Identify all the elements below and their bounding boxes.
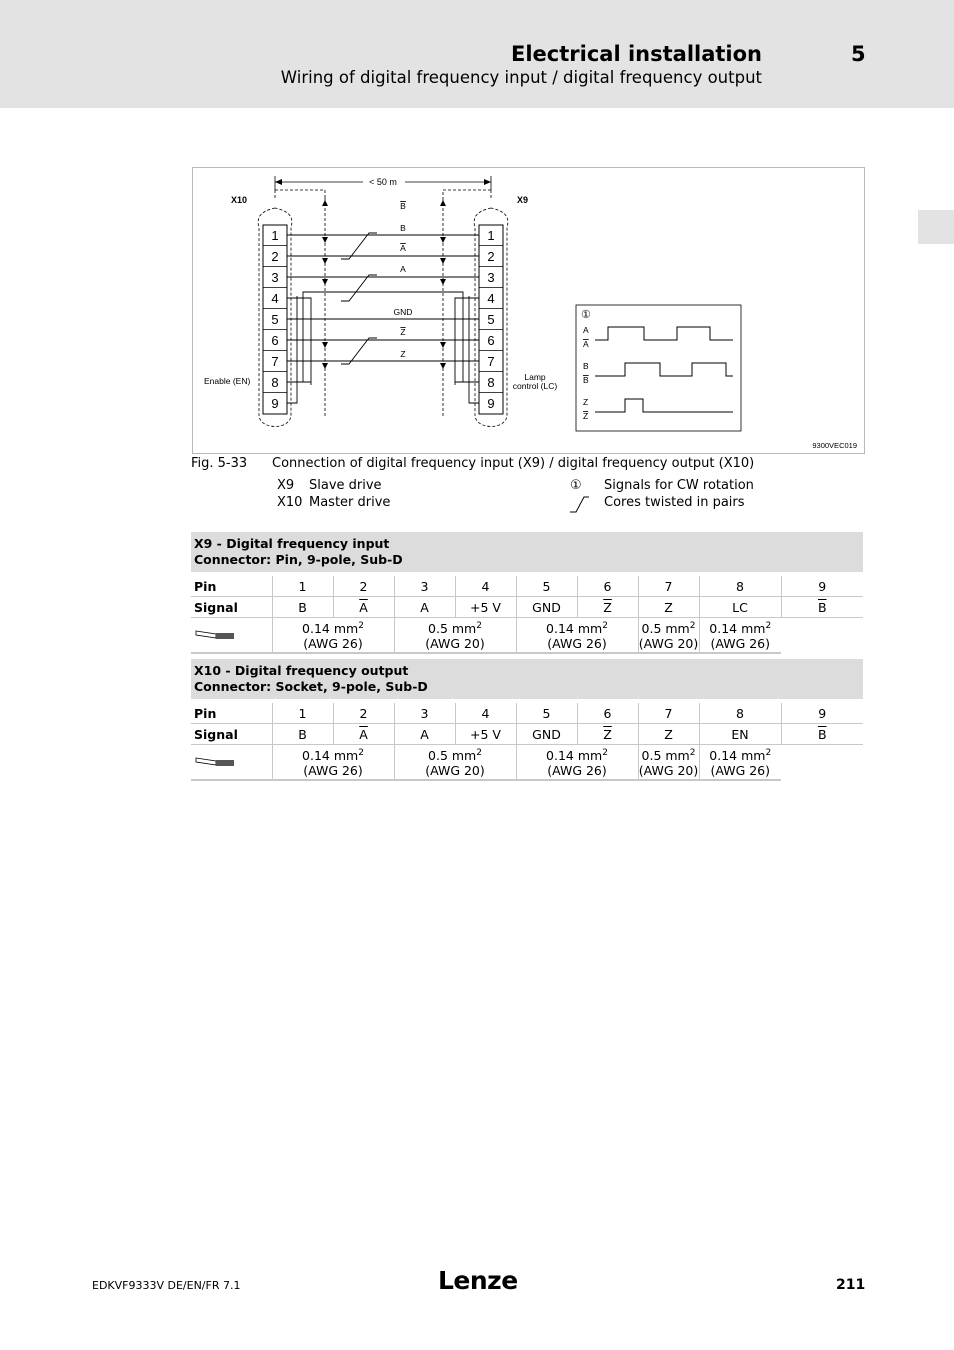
image-code: 9300VEC019 <box>812 441 857 450</box>
signal-name: A <box>583 339 589 349</box>
page-header <box>0 0 954 108</box>
x9-pin-1: 1 <box>487 228 495 243</box>
signal-cell: +5 V <box>455 597 516 618</box>
wire-label: A <box>400 264 406 274</box>
pin-cell: 8 <box>699 703 781 724</box>
cross-section-cell: 0.14 $mm^2$ (AWG 26) <box>516 745 638 781</box>
cross-section-cell: 0.5 $mm^2$ (AWG 20) <box>394 618 516 654</box>
cross-section-cell: 0.14 $mm^2$ (AWG 26) <box>272 618 394 654</box>
x9-label: X9 <box>517 195 529 205</box>
signal-cell: $\overline{B}$ <box>781 597 863 618</box>
wiring-figure <box>192 167 865 454</box>
pin-cell: 4 <box>455 703 516 724</box>
x9-table-title: X9 - Digital frequency input <box>194 536 390 551</box>
shield-arrow <box>440 200 446 206</box>
legend-text-cw: Signals for CW rotation <box>604 478 754 493</box>
x9-pin-2: 2 <box>487 249 495 264</box>
x10-table-header <box>191 659 863 699</box>
signal-cell: +5 V <box>455 724 516 745</box>
supply-wire <box>287 298 479 385</box>
cable-end-icon <box>194 627 236 641</box>
x10-pin-8: 8 <box>271 375 279 390</box>
twist-marker <box>341 338 377 364</box>
x10-pin-2: 2 <box>271 249 279 264</box>
signal-cell: LC <box>699 597 781 618</box>
pin-cell: 5 <box>516 703 577 724</box>
wire-label: GND <box>393 307 413 317</box>
signal-name: A <box>583 325 589 335</box>
x9-pin-7: 7 <box>487 354 495 369</box>
shield-arrow <box>440 279 446 285</box>
pin-cell: 4 <box>455 576 516 597</box>
shield-arrow <box>322 279 328 285</box>
pin-cell: 8 <box>699 576 781 597</box>
x10-pin-5: 5 <box>271 312 279 327</box>
pin-cell: 5 <box>516 576 577 597</box>
legend-text-twisted: Cores twisted in pairs <box>604 495 745 510</box>
cross-section-cell: 0.14 $mm^2$ (AWG 26) <box>516 618 638 654</box>
x9-pin-9: 9 <box>487 396 495 411</box>
signal-cell: $\overline{Z}$ <box>577 724 638 745</box>
enable-label: Enable (EN) <box>204 376 251 386</box>
cross-section-cell: 0.14 $mm^2$ (AWG 26) <box>272 745 394 781</box>
x10-cross-section-row <box>191 745 863 781</box>
gnd-loop-wire <box>303 292 463 382</box>
signal-label: Signal <box>191 724 272 745</box>
signal-label: Signal <box>191 597 272 618</box>
x9-cross-section-row <box>191 618 863 654</box>
chapter-side-tab <box>918 210 954 244</box>
signal-cell: $\overline{B}$ <box>781 724 863 745</box>
signal-cell: $\overline{Z}$ <box>577 597 638 618</box>
pin-cell: 1 <box>272 703 333 724</box>
signal-cell: Z <box>638 597 699 618</box>
pin9-wire <box>287 296 479 403</box>
pin-cell: 7 <box>638 576 699 597</box>
x9-table-subtitle: Connector: Pin, 9-pole, Sub-D <box>194 552 403 567</box>
x10-signal-row <box>191 724 863 745</box>
twist-marker <box>341 275 377 301</box>
signal-cell: $\overline{A}$ <box>333 597 394 618</box>
x9-pin-row <box>191 576 863 597</box>
shield-arrow <box>322 342 328 348</box>
x9-pin-5: 5 <box>487 312 495 327</box>
pin-cell: 6 <box>577 576 638 597</box>
legend-text-x10: Master drive <box>309 495 391 510</box>
pin-cell: 3 <box>394 703 455 724</box>
cable-icon <box>191 745 272 781</box>
shield-arrow <box>322 363 328 369</box>
wire-label: B <box>400 201 406 211</box>
signal-cell: B <box>272 597 333 618</box>
x10-pin-row <box>191 703 863 724</box>
pin-cell: 9 <box>781 703 863 724</box>
shield-arrow <box>440 342 446 348</box>
x10-pin-3: 3 <box>271 270 279 285</box>
signal-cell: GND <box>516 724 577 745</box>
twisted-pair-icon <box>568 494 590 514</box>
signal-cell: A <box>394 597 455 618</box>
x10-pin-6: 6 <box>271 333 279 348</box>
shield-arrow <box>322 237 328 243</box>
chapter-title: Electrical installation <box>511 42 762 66</box>
x10-pin-1: 1 <box>271 228 279 243</box>
wire-label: B <box>400 223 406 233</box>
cross-section-cell: 0.14 $mm^2$ (AWG 26) <box>699 745 781 781</box>
pin-cell: 2 <box>333 703 394 724</box>
shield-arrow <box>440 258 446 264</box>
figure-caption: Connection of digital frequency input (X9) / digital frequency output (X10) <box>272 456 755 471</box>
legend-key-x10: X10 <box>277 495 303 510</box>
pin-cell: 9 <box>781 576 863 597</box>
legend-key-x9: X9 <box>277 478 295 493</box>
x10-pin-9: 9 <box>271 396 279 411</box>
cross-section-cell: 0.5 $mm^2$ (AWG 20) <box>394 745 516 781</box>
signal-name: Z <box>583 411 589 421</box>
x9-table-header <box>191 532 863 572</box>
shield-arrow <box>440 237 446 243</box>
wire-label: A <box>400 243 406 253</box>
pin-cell: 6 <box>577 703 638 724</box>
cross-section-cell: 0.14 $mm^2$ (AWG 26) <box>699 618 781 654</box>
x10-table-title: X10 - Digital frequency output <box>194 663 409 678</box>
cross-section-cell: 0.5 $mm^2$ (AWG 20) <box>638 618 699 654</box>
pin-label: Pin <box>191 703 272 724</box>
pin-cell: 1 <box>272 576 333 597</box>
signal-cell: EN <box>699 724 781 745</box>
wire-pairs <box>287 200 479 403</box>
distance-label: < 50 m <box>369 177 397 187</box>
twist-marker <box>341 233 377 259</box>
lamp-label-2: control (LC) <box>512 381 558 391</box>
signal-cell: B <box>272 724 333 745</box>
signal-cell: $\overline{A}$ <box>333 724 394 745</box>
chapter-number: 5 <box>851 42 866 66</box>
legend-text-x9: Slave drive <box>309 478 382 493</box>
cable-icon <box>191 618 272 654</box>
pin-cell: 2 <box>333 576 394 597</box>
x10-pin-table <box>191 659 863 781</box>
x10-pin-4: 4 <box>271 291 279 306</box>
x9-signal-row <box>191 597 863 618</box>
signal-cell: A <box>394 724 455 745</box>
pin-numbers <box>263 228 503 411</box>
section-title: Wiring of digital frequency input / digital frequency output <box>280 68 762 87</box>
pin-cell: 7 <box>638 703 699 724</box>
wire-label: Z <box>400 327 406 337</box>
page-number: 211 <box>836 1277 866 1293</box>
signal-cell: Z <box>638 724 699 745</box>
cable-end-icon <box>194 754 236 768</box>
pin-cell: 3 <box>394 576 455 597</box>
lenze-logo: Lenze <box>438 1266 518 1295</box>
x9-pin-6: 6 <box>487 333 495 348</box>
shield-arrow <box>440 363 446 369</box>
figure-number: Fig. 5-33 <box>191 456 248 471</box>
x10-label: X10 <box>231 195 248 205</box>
signal-name: B <box>583 361 589 371</box>
shield-arrow <box>322 258 328 264</box>
signal-name: B <box>583 375 589 385</box>
doc-code: EDKVF9333V DE/EN/FR 7.1 <box>92 1279 241 1292</box>
x9-pin-3: 3 <box>487 270 495 285</box>
x10-pin-7: 7 <box>271 354 279 369</box>
shield-arrow <box>322 200 328 206</box>
x10-table-subtitle: Connector: Socket, 9-pole, Sub-D <box>194 679 428 694</box>
pin-label: Pin <box>191 576 272 597</box>
x9-pin-table <box>191 532 863 654</box>
signal-cell: GND <box>516 597 577 618</box>
lamp-label-1: Lamp <box>524 372 546 382</box>
legend-key-cw: ① <box>570 478 582 493</box>
cross-section-cell: 0.5 $mm^2$ (AWG 20) <box>638 745 699 781</box>
signal-marker: ① <box>581 309 591 321</box>
x9-pin-4: 4 <box>487 291 495 306</box>
wire-label: Z <box>400 349 406 359</box>
x9-pin-8: 8 <box>487 375 495 390</box>
signal-name: Z <box>583 397 589 407</box>
